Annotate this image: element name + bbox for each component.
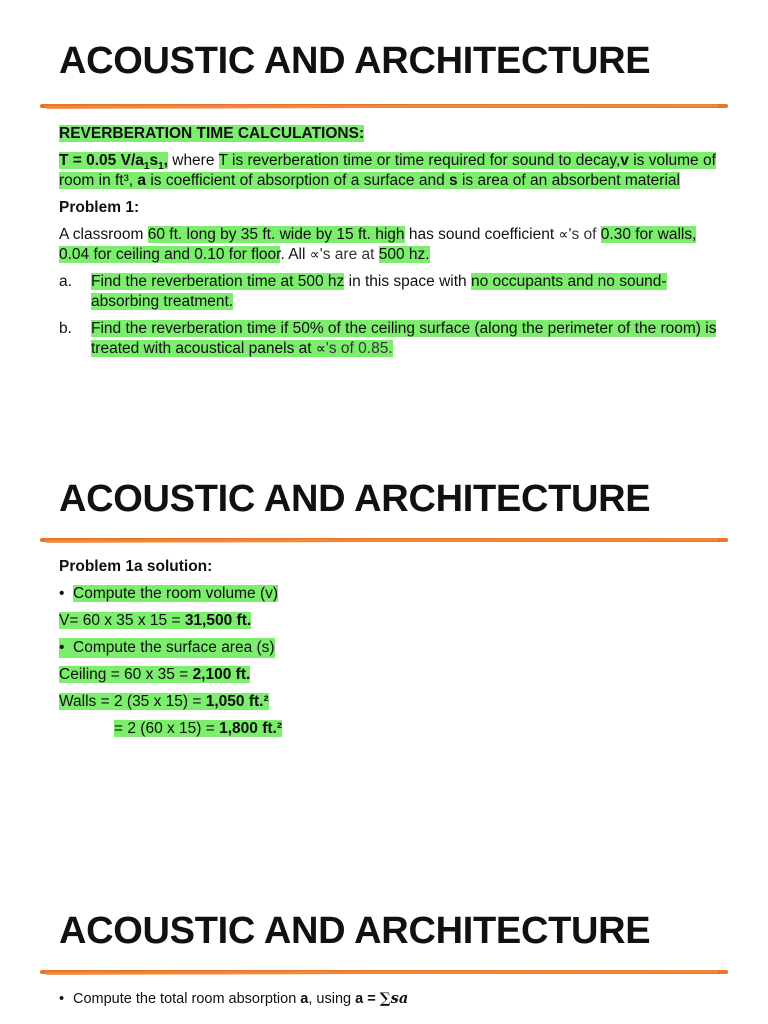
alpha-symbol: ∝	[309, 247, 320, 263]
slide-title: ACOUSTIC AND ARCHITECTURE	[59, 40, 651, 82]
slide-2	[0, 438, 768, 878]
list-item: • Compute the surface area (s)	[59, 639, 275, 656]
volume-calculation: V= 60 x 35 x 15 = 31,500 ft.	[59, 612, 252, 629]
alpha-symbol: ∝	[315, 341, 326, 357]
formula: T = 0.05 $V/a_1s_1$,	[59, 152, 168, 173]
walls-calculation-2: = 2 (60 x 15) = 1,800 ft.²	[114, 720, 283, 737]
walls-calculation: Walls = 2 (35 x 15) = 1,050 ft.²	[59, 693, 269, 710]
formula-paragraph: T = 0.05 $V/a_1s_1$, where T is reverberation time or time required for sound to decay,v is volume of room in ft³, a is coefficient of absorption of a surface and s is area of an absorbent material	[59, 152, 716, 189]
slide-1	[0, 0, 768, 440]
title-divider	[40, 970, 728, 974]
problem-label: Problem 1:	[59, 199, 140, 216]
slide-body	[59, 124, 719, 366]
question-b: b. Find the reverberation time if 50% of the ceiling surface (along the perimeter of the room) is treated with acoustical panels at ∝'s of 0.85.	[59, 320, 717, 357]
ceiling-calculation: Ceiling = 60 x 35 = 2,100 ft.	[59, 666, 251, 683]
list-item: • Compute the total room absorption a, using a = ∑sa	[59, 990, 409, 1007]
solution-label: Problem 1a solution:	[59, 558, 213, 575]
slide-title: ACOUSTIC AND ARCHITECTURE	[59, 910, 651, 952]
slide-body	[59, 557, 719, 746]
alpha-symbol: ∝	[558, 227, 569, 243]
problem-text: A classroom 60 ft. long by 35 ft. wide by 15 ft. high has sound coefficient ∝'s of 0.30 for walls, 0.04 for ceiling and 0.10 for floor. All ∝'s are at 500 hz.	[59, 226, 697, 263]
slide-3	[0, 870, 768, 1024]
section-heading: REVERBERATION TIME CALCULATIONS:	[59, 125, 365, 142]
slide-title: ACOUSTIC AND ARCHITECTURE	[59, 478, 651, 520]
sum-formula: ∑sa	[379, 990, 409, 1007]
slide-body	[59, 989, 719, 1016]
title-divider	[40, 538, 728, 542]
question-a: a. Find the reverberation time at 500 hz in this space with no occupants and no sound-absorbing treatment.	[59, 273, 667, 310]
list-item: • Compute the room volume (v)	[59, 585, 279, 602]
title-divider	[40, 104, 728, 108]
